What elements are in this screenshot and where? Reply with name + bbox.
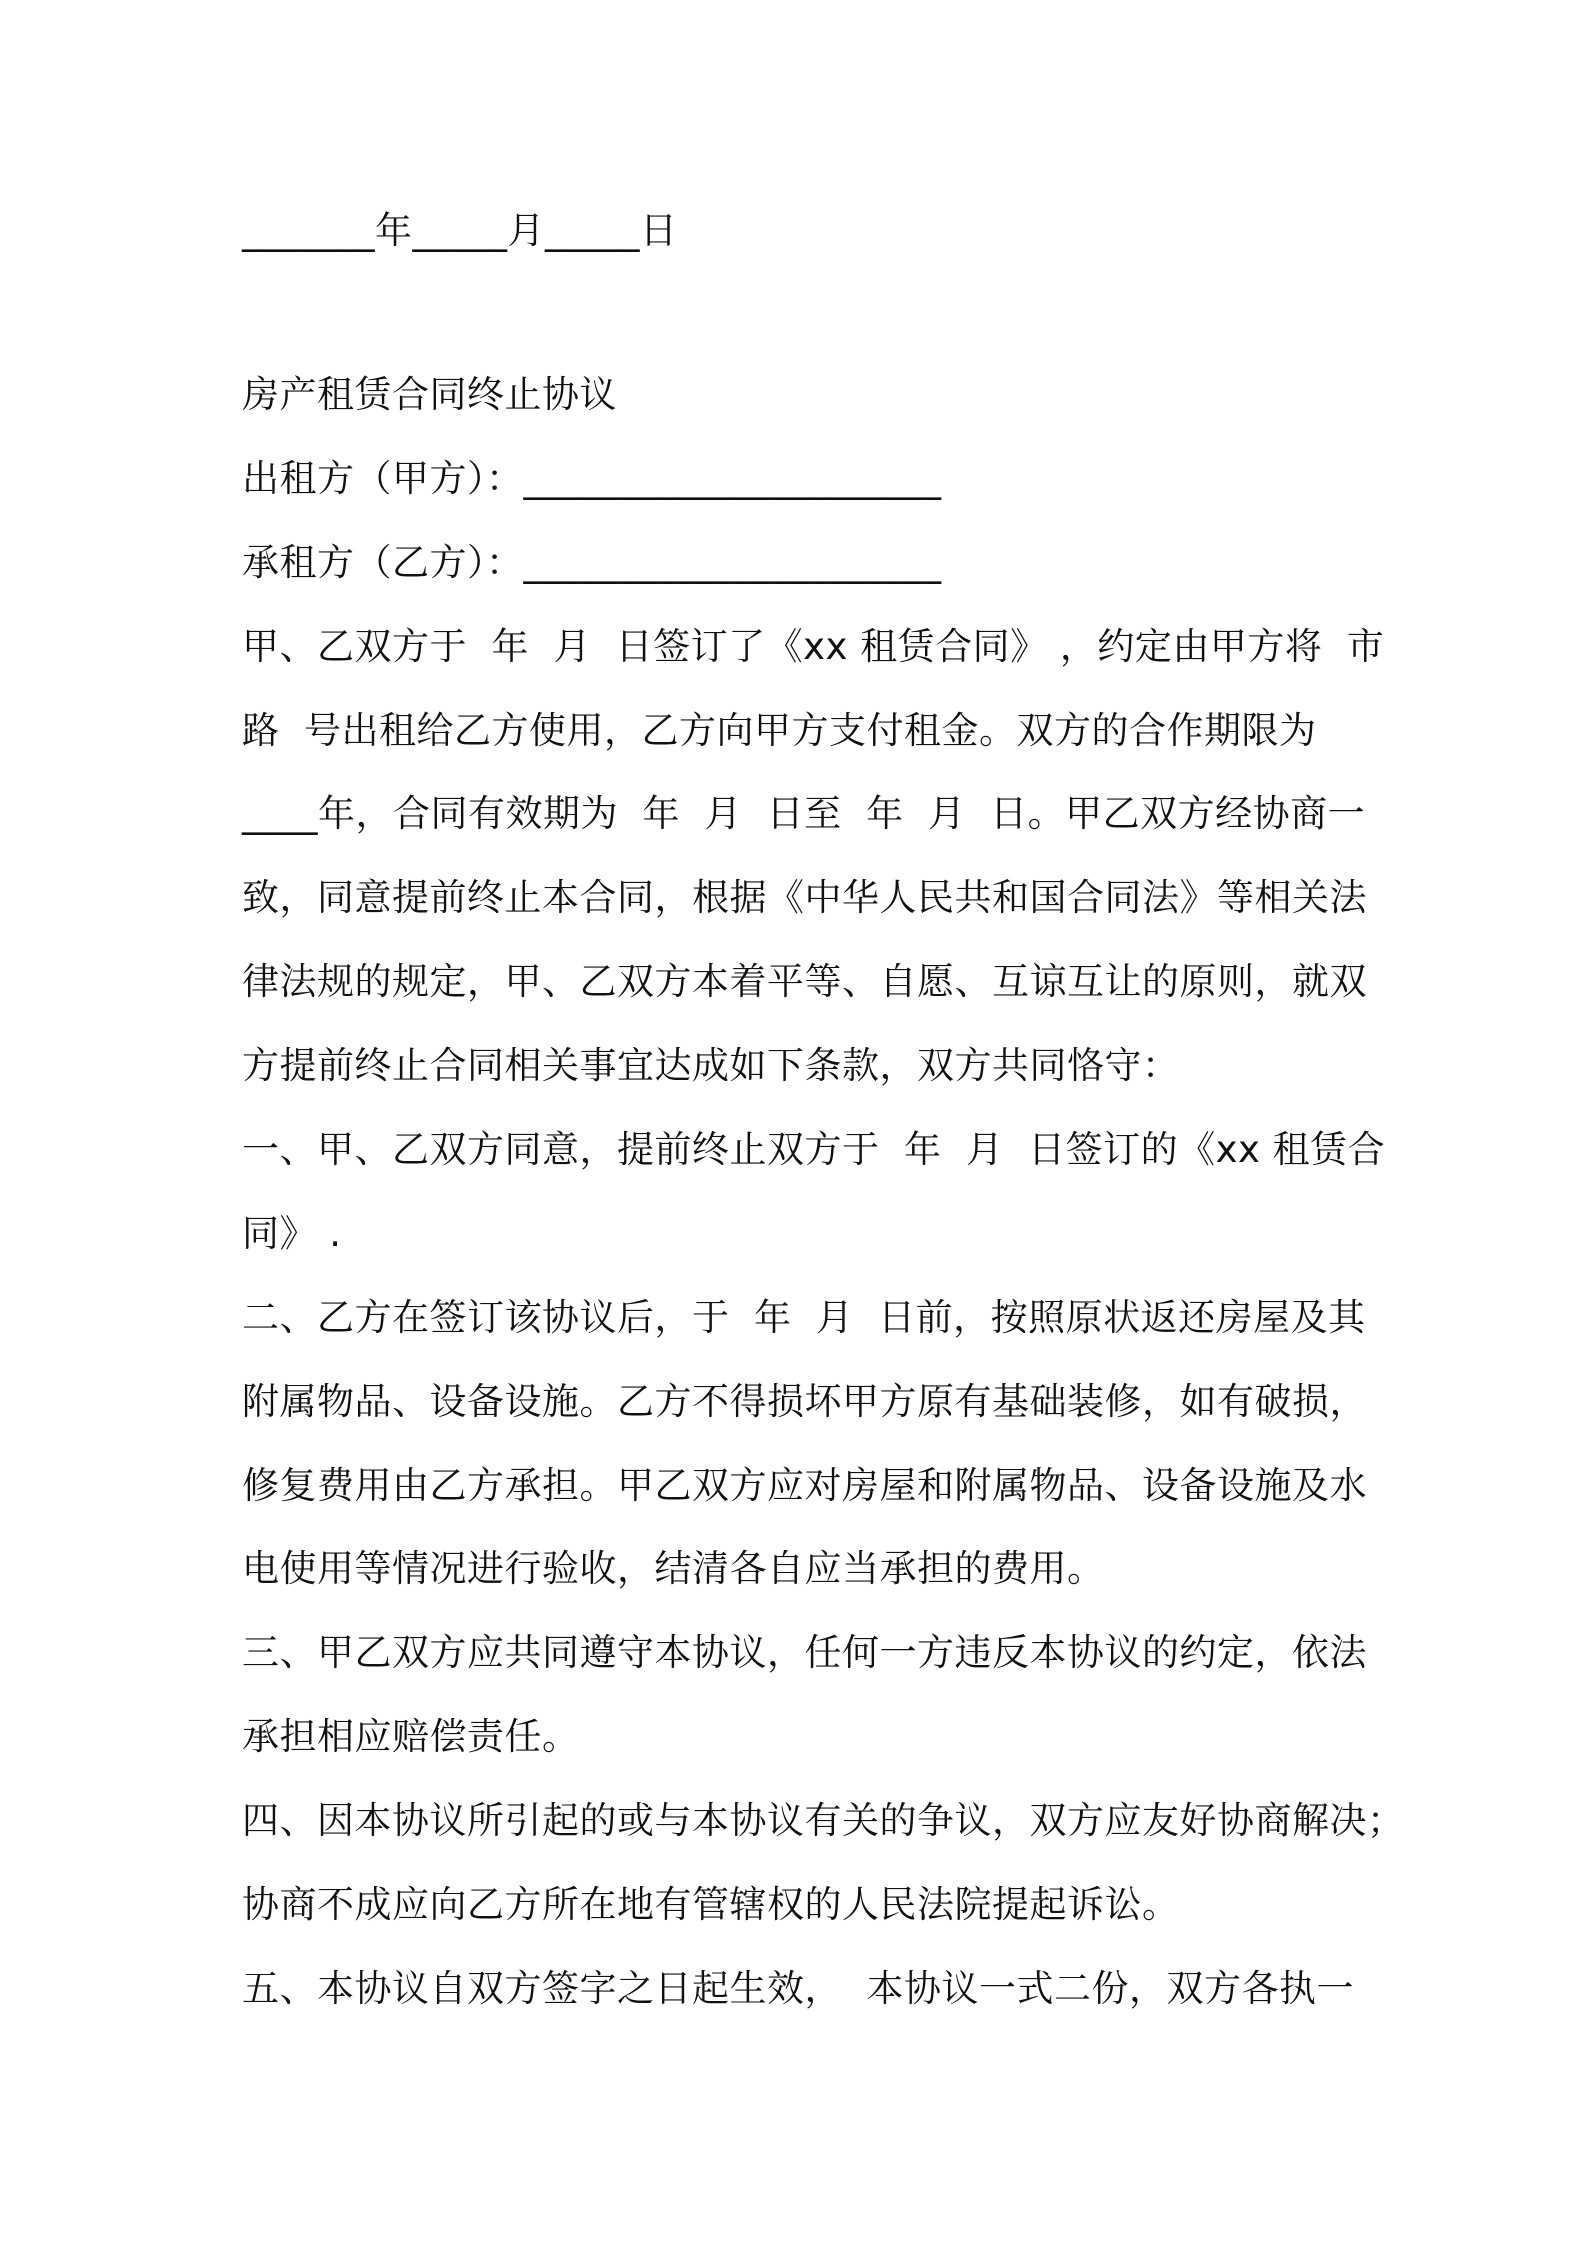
body-line: 律法规的规定，甲、乙双方本着平等、自愿、互谅互让的原则，就双 [242,960,1367,1003]
body-line: 路 号出租给乙方使用，乙方向甲方支付租金。双方的合作期限为 [242,709,1317,752]
clause-2-line: 电使用等情况进行验收，结清各自应当承担的费用。 [242,1547,1105,1590]
clause-3-line: 三、甲乙双方应共同遵守本协议，任何一方违反本协议的约定，依法 [242,1631,1367,1674]
lessor-line: 出租方（甲方）：______________________ [242,457,942,500]
body-line: 方提前终止合同相关事宜达成如下条款，双方共同恪守： [242,1044,1180,1087]
lessee-line: 承租方（乙方）：______________________ [242,541,942,584]
clause-1-line: 一、甲、乙双方同意，提前终止双方于 年 月 日签订的《xx 租赁合 [242,1128,1386,1171]
clause-2-line: 二、乙方在签订该协议后，于 年 月 日前，按照原状返还房屋及其 [242,1296,1366,1339]
date-line: _______年_____月_____日 [242,209,678,252]
clause-3-line: 承担相应赔偿责任。 [242,1715,580,1758]
body-line: 致，同意提前终止本合同，根据《中华人民共和国合同法》等相关法 [242,876,1367,919]
clause-1-line: 同》 . [242,1212,342,1255]
body-line: 甲、乙双方于 年 月 日签订了《xx 租赁合同》 ，约定由甲方将 市 [242,625,1385,668]
clause-4-line: 协商不成应向乙方所在地有管辖权的人民法院提起诉讼。 [242,1883,1180,1926]
clause-2-line: 修复费用由乙方承担。甲乙双方应对房屋和附属物品、设备设施及水 [242,1464,1367,1507]
clause-4-line: 四、因本协议所引起的或与本协议有关的争议，双方应友好协商解决； [242,1799,1405,1842]
clause-5-line: 五、本协议自双方签字之日起生效， 本协议一式二份，双方各执一 [242,1967,1355,2010]
document-title: 房产租赁合同终止协议 [242,373,617,416]
body-line: ____年，合同有效期为 年 月 日至 年 月 日。甲乙双方经协商一 [242,792,1366,835]
clause-2-line: 附属物品、设备设施。乙方不得损坏甲方原有基础装修，如有破损， [242,1380,1367,1423]
